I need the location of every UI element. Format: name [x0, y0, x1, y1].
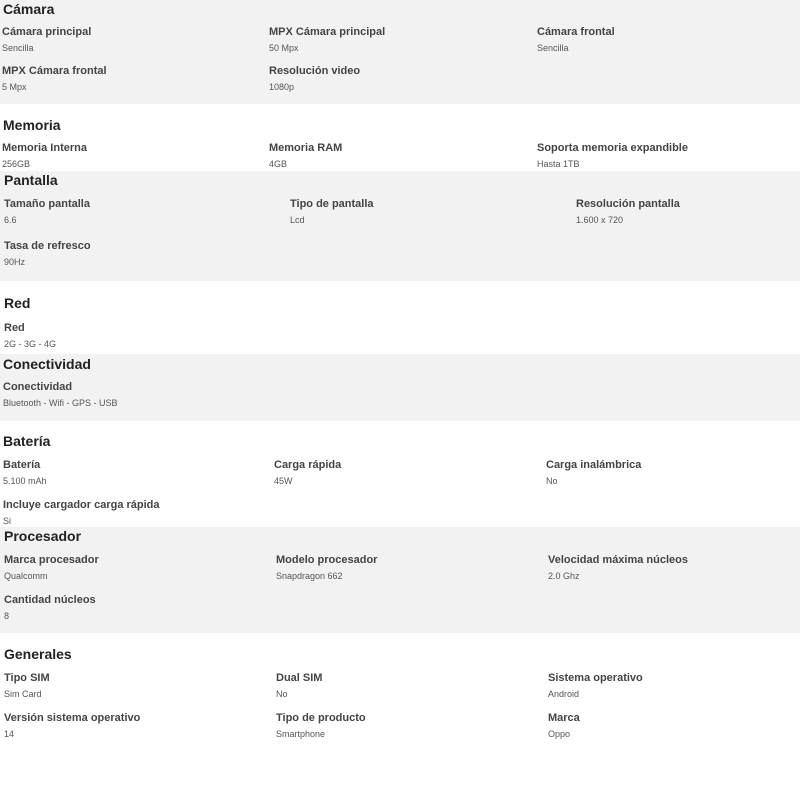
field-value: 1080p: [269, 82, 295, 92]
field-value: Oppo: [548, 729, 571, 739]
field-value: Sencilla: [537, 43, 569, 53]
field-red: [4, 321, 56, 350]
field-value: Sim Card: [4, 689, 42, 699]
section-memoria: [0, 104, 800, 171]
field-label: Marca: [548, 712, 580, 724]
field-label: Versión sistema operativo: [4, 712, 141, 724]
field-label: Modelo procesador: [276, 554, 378, 566]
field-tipo-sim: [4, 671, 50, 700]
field-tipo-pantalla: [290, 197, 374, 226]
field-value: Qualcomm: [4, 571, 48, 581]
field-tasa-refresco: [4, 239, 91, 268]
field-label: Velocidad máxima núcleos: [548, 554, 689, 566]
field-value: 8: [4, 611, 10, 621]
field-label: MPX Cámara principal: [269, 26, 386, 38]
field-value: 5 Mpx: [2, 82, 27, 92]
field-label: Batería: [3, 459, 41, 471]
section-title-red: Red: [4, 295, 31, 311]
field-label: Incluye cargador carga rápida: [3, 499, 160, 511]
field-label: Tipo de pantalla: [290, 198, 374, 210]
field-label: Memoria RAM: [269, 142, 343, 154]
field-value: 6.6: [4, 215, 17, 225]
field-version-sistema: [4, 711, 140, 740]
field-value: 1.600 x 720: [576, 215, 624, 225]
field-bateria: [3, 458, 47, 487]
field-label: Tipo SIM: [4, 672, 50, 684]
section-title-generales: Generales: [4, 646, 72, 662]
field-label: Cámara principal: [2, 26, 92, 38]
section-procesador: [0, 527, 800, 633]
field-value: Hasta 1TB: [537, 159, 580, 169]
field-label: Resolución video: [269, 65, 361, 77]
field-tipo-producto: [276, 711, 366, 740]
field-value: 14: [4, 729, 15, 739]
field-value: Snapdragon 662: [276, 571, 343, 581]
section-bateria: [0, 421, 800, 527]
field-label: Dual SIM: [276, 672, 323, 684]
field-carga-rapida: [274, 458, 341, 487]
field-modelo-procesador: [276, 553, 377, 582]
section-title-procesador: Procesador: [4, 528, 82, 544]
field-camara-frontal: [537, 25, 615, 54]
field-label: Tamaño pantalla: [4, 198, 90, 210]
field-label: Marca procesador: [4, 554, 99, 566]
field-label: Tipo de producto: [276, 712, 366, 724]
field-marca: [548, 711, 580, 740]
field-velocidad-nucleos: [548, 553, 688, 582]
field-label: Memoria Interna: [2, 142, 87, 154]
field-value: 50 Mpx: [269, 43, 299, 53]
section-title-memoria: Memoria: [3, 117, 61, 133]
field-value: Sencilla: [2, 43, 34, 53]
section-generales: [0, 633, 800, 800]
field-value: Android: [548, 689, 580, 699]
section-title-conectividad: Conectividad: [3, 356, 91, 372]
field-value: No: [546, 476, 558, 486]
field-value: Smartphone: [276, 729, 326, 739]
field-value: Lcd: [290, 215, 305, 225]
field-label: Sistema operativo: [548, 672, 643, 684]
field-label: Cámara frontal: [537, 26, 615, 38]
field-value: 4GB: [269, 159, 288, 169]
section-pantalla: [0, 171, 800, 281]
field-resolucion-pantalla: [576, 197, 680, 226]
field-sistema-operativo: [548, 671, 643, 700]
field-value: 5.100 mAh: [3, 476, 47, 486]
field-label: Carga rápida: [274, 459, 342, 471]
section-title-bateria: Batería: [3, 433, 51, 449]
field-value: 2G - 3G - 4G: [4, 339, 57, 349]
field-marca-procesador: [4, 553, 99, 582]
field-value: Si: [3, 516, 12, 526]
field-incluye-cargador: [3, 498, 160, 527]
field-label: Carga inalámbrica: [546, 459, 642, 471]
field-label: Tasa de refresco: [4, 240, 91, 252]
field-label: Resolución pantalla: [576, 198, 680, 210]
field-value: No: [276, 689, 288, 699]
section-title-pantalla: Pantalla: [4, 172, 58, 188]
field-value: 2.0 Ghz: [548, 571, 580, 581]
field-label: Conectividad: [3, 381, 73, 393]
field-tamano-pantalla: [4, 197, 90, 226]
section-conectividad: [0, 354, 800, 421]
field-value: Bluetooth - Wifi - GPS - USB: [3, 398, 118, 408]
field-label: Soporta memoria expandible: [537, 142, 688, 154]
field-label: MPX Cámara frontal: [2, 65, 107, 77]
field-conectividad: [3, 380, 118, 409]
field-resolucion-video: [269, 64, 360, 93]
section-camara: [0, 0, 800, 104]
field-carga-inalambrica: [546, 458, 641, 487]
field-mpx-camara-principal: [269, 25, 385, 54]
field-value: 256GB: [2, 159, 31, 169]
section-red: [0, 281, 800, 354]
field-label: Cantidad núcleos: [4, 594, 96, 606]
field-dual-sim: [276, 671, 322, 700]
field-mpx-camara-frontal: [2, 64, 107, 93]
field-cantidad-nucleos: [4, 593, 96, 622]
field-memoria-interna: [2, 141, 87, 170]
field-memoria-expandible: [537, 141, 688, 170]
field-label: Red: [4, 322, 25, 334]
field-camara-principal: [2, 25, 91, 54]
field-memoria-ram: [269, 141, 342, 170]
section-title-camara: Cámara: [3, 1, 55, 17]
field-value: 90Hz: [4, 257, 26, 267]
field-value: 45W: [274, 476, 293, 486]
